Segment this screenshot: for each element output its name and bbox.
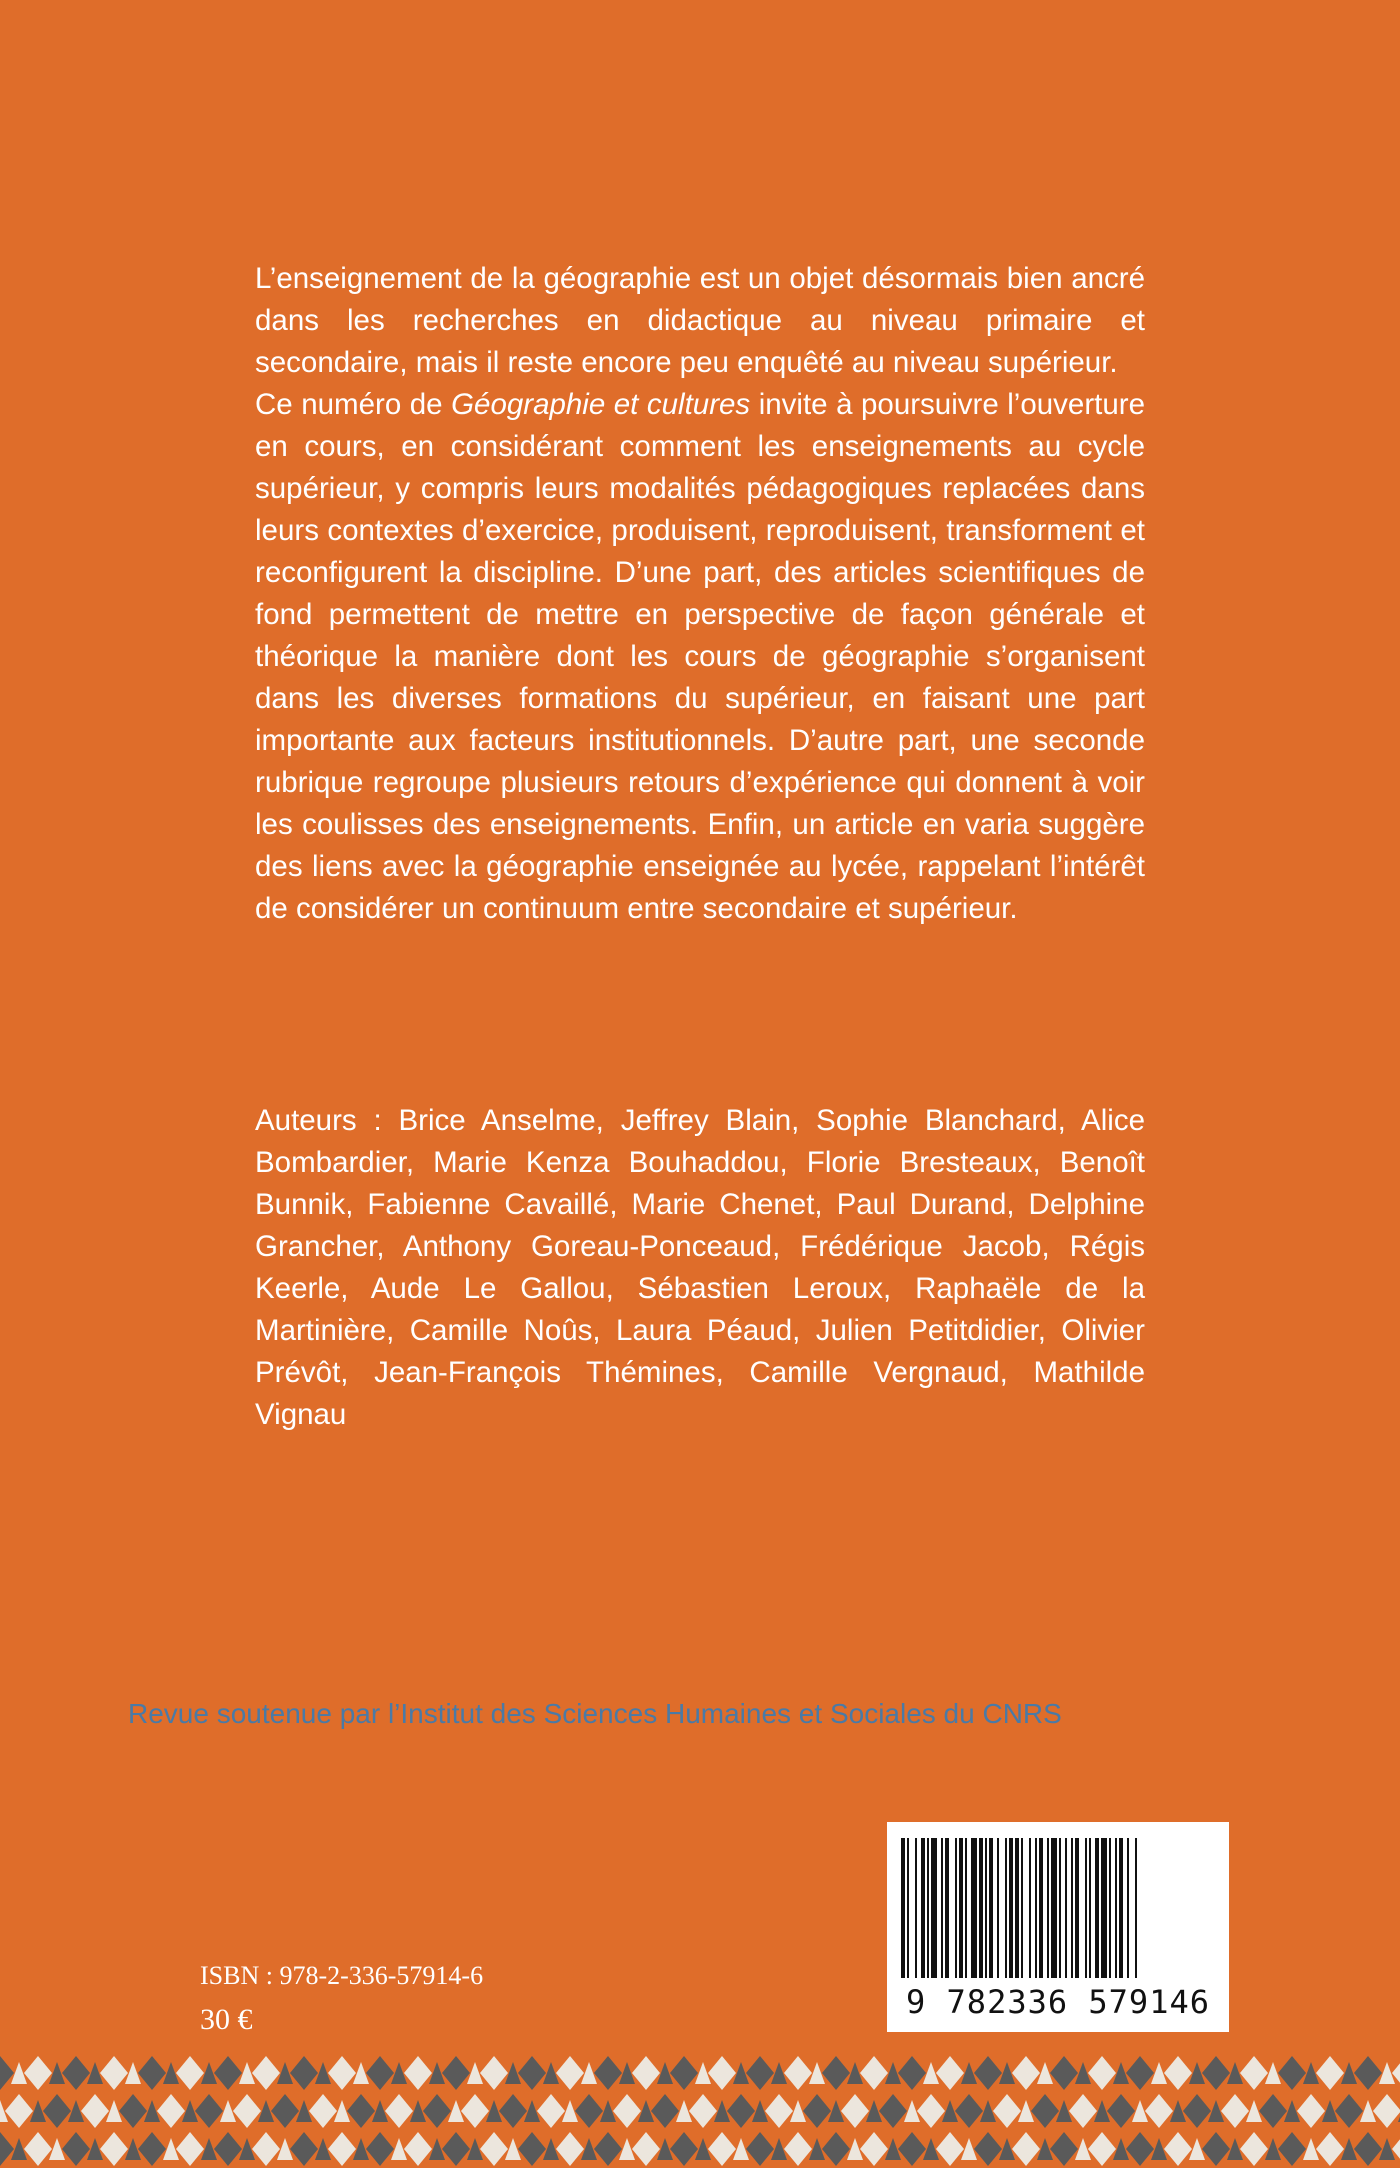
isbn-text: ISBN : 978-2-336-57914-6 xyxy=(200,1961,484,1990)
decorative-pattern-strip xyxy=(0,2054,1400,2168)
summary-paragraph-2-start: Ce numéro de xyxy=(255,388,452,421)
barcode xyxy=(887,1822,1229,2032)
barcode-bars xyxy=(887,1822,1229,1982)
summary-paragraph-2 xyxy=(255,384,1145,930)
barcode-number: 9 782336 579146 xyxy=(906,1983,1210,2021)
price-text: 30 € xyxy=(200,2003,253,2036)
authors-list: Auteurs : Brice Anselme, Jeffrey Blain, Sophie Blanchard, Alice Bombardier, Marie Kenza Bouhaddou, Florie Bresteaux, Benoît Bunnik, Fabienne Cavaillé, Marie Chenet, Paul Durand, Delphine Grancher, Anthony Goreau-Ponceaud, Frédérique Jacob, Régis Keerle, Aude Le Gallou, Sébastien Leroux, Raphaële de la Martinière, Camille Noûs, Laura Péaud, Julien Petitdidier, Olivier Prévôt, Jean-François Thémines, Camille Vergnaud, Mathilde Vignau xyxy=(255,1104,1145,1431)
journal-title: Géographie et cultures xyxy=(451,388,751,421)
support-statement: Revue soutenue par l’Institut des Sciences Humaines et Sociales du CNRS xyxy=(128,1698,1062,1729)
summary-paragraph-2-rest: invite à poursuivre l’ouverture en cours, en considérant comment les enseignements au cycle supérieur, y compris leurs modalités pédagogiques replacées dans leurs contextes d’exercice, produisent, reproduisent, transforment et reconfigurent la discipline. D’une part, des articles scientifiques de fond permettent de mettre en perspective de façon générale et théorique la manière dont les cours de géographie s’organisent dans les diverses formations du supérieur, en faisant une part importante aux facteurs institutionnels. D’autre part, une seconde rubrique regroupe plusieurs retours d’expérience qui donnent à voir les coulisses des enseignements. Enfin, un article en varia suggère des liens avec la géographie enseignée au lycée, rappelant l’intérêt de considérer un continuum entre secondaire et supérieur. xyxy=(255,388,1145,925)
summary-text xyxy=(255,258,1145,930)
summary-paragraph-1: L’enseignement de la géographie est un objet désormais bien ancré dans les recherches en didactique au niveau primaire et secondaire, mais il reste encore peu enquêté au niveau supérieur. xyxy=(255,262,1145,379)
